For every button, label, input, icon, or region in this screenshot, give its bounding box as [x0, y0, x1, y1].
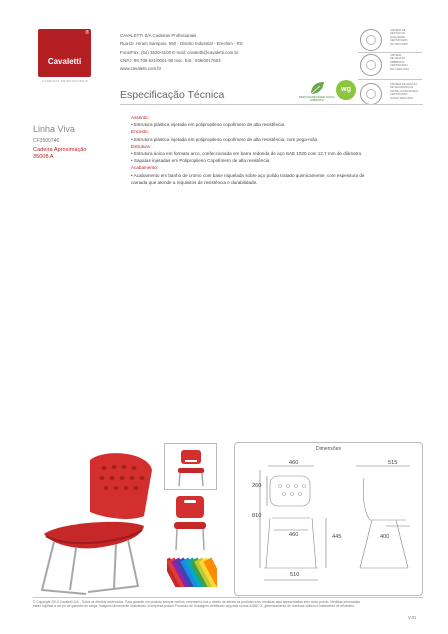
leaf-icon — [308, 80, 326, 96]
section-item: • Estrutura única em formato arco, confeccionada em barra redonda de aço SAE 1020 com 12,7 mm de diâmetro. — [131, 151, 363, 157]
section-title-acabamento: Acabamento: — [131, 165, 159, 171]
color-swatches — [167, 556, 217, 587]
product-code: CF3500746 — [33, 138, 60, 144]
swatch-fan — [167, 556, 217, 587]
section-item: • Sapatas injetadas em Polipropileno Copolímero de alta resistência. — [131, 158, 271, 164]
footer-divider — [33, 597, 423, 598]
company-info — [120, 32, 243, 73]
product-name-text: Cadeira Aproximação — [33, 147, 87, 153]
footer-line: © Copyright 2013 Cavaletti S/A - Todos os direitos reservados. Para garantir um produto sempre melhor, reservamo-nos o direito de alterar os produtos e/ou medidas aqui apresentadas sem aviso prévio. Medidas informadas — [33, 600, 360, 604]
section-item: • Estrutura plástica injetada em polipropileno copolímero de alta resistência, com pega-mão. — [131, 136, 319, 142]
wg-badge-icon: wg — [336, 80, 356, 100]
chair-front-photo — [164, 443, 217, 490]
dim-seat-height: 445 — [332, 534, 342, 540]
title-divider — [120, 104, 423, 105]
dim-base-width: 510 — [290, 572, 300, 578]
cert-text: SISTEMA DE GESTÃO AMBIENTAL CERTIFICADO ISO 14001:2004 — [390, 54, 409, 71]
section-title-estrutura: Estrutura: — [131, 143, 151, 149]
product-model: 35008 A — [33, 154, 54, 160]
cert-text: SISTEMA DE GESTÃO DA QUALIDADE CERTIFICADO ISO 9001:2008 — [390, 29, 408, 46]
section-item: • Estrutura plástica injetada em polipropileno copolímero de alta resistência. — [131, 122, 286, 128]
company-contact: Fone/Fax: (54) 3520-4100 E-mail: cavaletti@cavaletti.com.br — [120, 49, 239, 55]
cert-divider — [358, 52, 422, 53]
dim-front-width-top: 460 — [289, 460, 299, 466]
chair-back-image — [170, 492, 210, 554]
dim-seat-width: 460 — [289, 532, 299, 538]
chair-front-icon — [165, 444, 216, 489]
footer-line: estão sujeitas a um pé de gabarito de carga. Imagens Meramente Ilustrativas. A empresa possui Processo de Soldagem certificado segundo norma ASME IX, gerenciamento de resíduos sólidos e tratamento de efluentes. — [33, 604, 355, 609]
page-title: Especificação Técnica — [120, 89, 225, 101]
dimensions-title: Dimensões — [315, 446, 341, 452]
section-item: camada que atende a requisitos de resistência e durabilidade. — [131, 179, 258, 185]
product-line: Linha Viva — [33, 124, 75, 134]
section-item: • Acabamento em banho de cromo com base niquelada sobre aço polido tratado quimicamente, com espessura de — [131, 172, 365, 178]
brand-logo — [38, 29, 91, 77]
page-version: V.01 — [408, 615, 417, 620]
section-title-assento: Assento: — [131, 115, 149, 120]
eco-label: RESPONSABILIDADE SÓCIO-AMBIENTAL — [298, 96, 336, 102]
cert-seal-icon — [360, 54, 382, 76]
cert-text: SISTEMA DE GESTÃO DE SEGURANÇA E SAÚDE OCUPACIONAL CERTIFICADO OHSAS 18001:2007 — [390, 83, 419, 100]
company-name: CAVALETTI S/A Cadeiras Profissionais — [120, 33, 197, 38]
dim-total-height: 810 — [252, 513, 262, 519]
dim-back-height: 260 — [252, 483, 262, 489]
dimension-drawings — [236, 456, 422, 594]
company-website[interactable]: www.cavaletti.com.br — [120, 66, 162, 72]
cert-seal-icon — [360, 29, 382, 51]
section-title-encosto: Encosto: — [131, 129, 149, 135]
company-address: Rua Dr. Hiram Sampaio, 550 - Distrito Industrial - Erechim - RS — [120, 41, 243, 47]
chair-main-image — [30, 440, 162, 600]
registered-mark: ® — [85, 30, 89, 36]
brand-tagline: CADEIRAS PROFISSIONAIS — [41, 79, 89, 83]
product-name — [33, 147, 86, 161]
brand-name: Cavaletti — [47, 57, 82, 66]
cert-seal-icon — [360, 83, 382, 105]
spec-sections — [131, 114, 421, 186]
footer-text — [33, 600, 423, 609]
cert-divider — [358, 79, 422, 80]
dim-seat-depth: 400 — [380, 534, 390, 540]
dim-side-depth-top: 515 — [388, 460, 398, 466]
company-cnpj: CNPJ: 88.709.821/0001-90 Insc. Est.: 039/0017663 — [120, 57, 221, 63]
